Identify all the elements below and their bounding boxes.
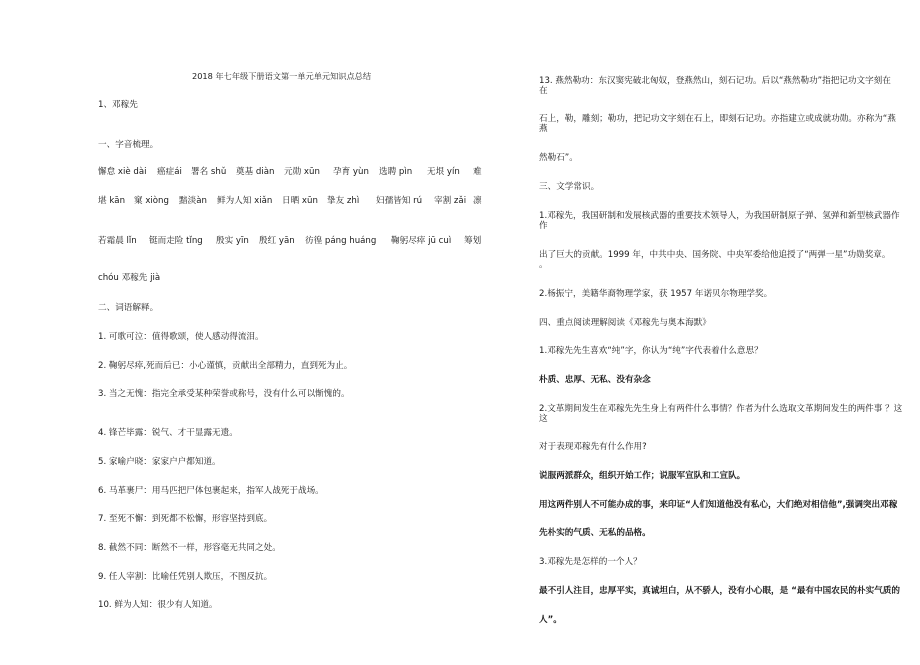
pron-item: 署名 shǔ — [191, 167, 227, 177]
pron-item: 殷红 yān — [259, 236, 295, 246]
pron-item: 宰割 zǎi — [434, 196, 467, 206]
definition-item: 9. 任人宰割：比喻任凭别人欺压，不图反抗。 — [98, 572, 273, 582]
section-heading-pronunciation: 一、字音梳理。 — [98, 140, 159, 150]
answer-2-line1: 说服两派群众，组织开始工作；说服军宣队和工宣队。 — [539, 471, 746, 481]
definition-item: 5. 家喻户晓：家家户户都知道。 — [98, 457, 221, 467]
question-2-wrap: 这 — [539, 414, 548, 424]
definition-item: 4. 锋芒毕露：锐气、才干显露无遗。 — [98, 428, 238, 438]
pron-item: 难 — [473, 167, 482, 177]
question-2-line1: 2.文革期间发生在邓稼先先生身上有两件什么事情？作者为什么选取文革期间发生的两件事 ？这 — [539, 404, 903, 414]
idiom-item-13-line3: 然勒石”。 — [539, 153, 578, 163]
pron-item: 奠基 diàn — [236, 167, 275, 177]
pron-item: 窠 xiòng — [134, 196, 169, 206]
pron-item: 凛 — [473, 196, 482, 206]
pronunciation-row-2 — [0, 196, 482, 207]
definition-item: 2. 鞠躬尽瘁,死而后已：小心谨慎，贡献出全部精力，直到死为止。 — [98, 361, 353, 371]
idiom-item-13-wrap: 在 — [539, 86, 548, 96]
question-3: 3.邓稼先是怎样的一个人？ — [539, 557, 642, 567]
definition-item: 7. 至死不懈：到死都不松懈，形容坚持到底。 — [98, 514, 273, 524]
answer-1: 朴质、忠厚、无私、没有杂念 — [539, 375, 651, 385]
idiom-item-13-line2: 石上，勒，雕刻；勒功，把记功文字刻在石上，即刻石记功。亦指建立或成就功勋。亦称为“燕 — [539, 114, 896, 124]
pron-item: 鲜为人知 xiǎn — [217, 196, 273, 206]
pron-item: 元勋 xūn — [284, 167, 320, 177]
literature-item-1-wrap: 。 — [539, 260, 548, 270]
answer-2-line2: 用这两件别人不可能办成的事，来印证“人们知道他没有私心，大们绝对相信他”,强调突出邓稼 — [539, 500, 898, 510]
pronunciation-row-1 — [0, 167, 482, 178]
document-title: 2018 年七年级下册语文第一单元单元知识点总结 — [192, 71, 372, 81]
pron-item: 挚友 zhì — [327, 196, 360, 206]
definition-item: 1. 可歌可泣：值得歌颂，使人感动得流泪。 — [98, 332, 264, 342]
pron-item: 妇孺皆知 rú — [376, 196, 423, 206]
pron-item: 若霜晨 lǐn — [98, 236, 137, 246]
literature-item-1-wrap: 作 — [539, 221, 548, 231]
pron-item: 鞠躬尽瘁 jū cuì — [391, 236, 452, 246]
pron-item: 选聘 pìn — [379, 167, 413, 177]
definition-item: 3. 当之无愧：指完全承受某种荣誉或称号，没有什么可以惭愧的。 — [98, 389, 350, 399]
pron-item: 懈怠 xiè dài — [98, 167, 147, 177]
pronunciation-row-4: chóu 邓稼先 jià — [98, 273, 161, 283]
pron-item: 彷徨 páng huáng — [305, 236, 377, 246]
section-heading-reading: 四、重点阅读理解阅读《邓稼先与奥本海默》 — [539, 318, 711, 328]
section-heading-vocabulary: 二、词语解释。 — [98, 303, 159, 313]
question-2-line2: 对于表现邓稼先有什么作用? — [539, 442, 647, 452]
pron-item: 黯淡àn — [179, 196, 207, 206]
section-heading-literature: 三、文学常识。 — [539, 182, 600, 192]
literature-item-1-line1: 1.邓稼先，我国研制和发展核武器的重要技术领导人，为我国研制原子弹、氢弹和新型核武器作 — [539, 211, 900, 221]
answer-2-line3: 先朴实的气质、无私的品格。 — [539, 528, 651, 538]
pron-item: 孕育 yùn — [333, 167, 369, 177]
pron-item: 殷实 yīn — [216, 236, 249, 246]
idiom-item-13-line1: 13. 燕然勒功：东汉窦宪破北匈奴，登燕然山，刻石记功。后以“燕然勒功”指把记功文字刻在 — [539, 76, 891, 86]
idiom-item-13-wrap: 燕 — [539, 124, 548, 134]
definition-item: 10. 鲜为人知：很少有人知道。 — [98, 600, 218, 610]
lesson-heading: 1、邓稼先 — [98, 100, 138, 110]
pron-item: 无垠 yín — [427, 167, 460, 177]
pron-item: 日晒 xūn — [282, 196, 318, 206]
pron-item: 铤而走险 tǐng — [149, 236, 203, 246]
pron-item: 筹划 — [464, 236, 482, 246]
literature-item-2: 2.杨振宁，美籍华裔物理学家，获 1957 年诺贝尔物理学奖。 — [539, 289, 773, 299]
question-1: 1.邓稼先先生喜欢“纯”字，你认为“纯”字代表着什么意思？ — [539, 346, 763, 356]
answer-3-line1: 最不引人注目，忠厚平实，真诚坦白，从不骄人，没有小心眼，是 “最有中国农民的朴实气质的 — [539, 586, 900, 596]
literature-item-1-line2: 出了巨大的贡献。1999 年，中共中央、国务院、中央军委给他追授了“两弹一星”功勋奖章。 — [539, 250, 891, 260]
definition-item: 8. 截然不同：断然不一样，形容毫无共同之处。 — [98, 543, 281, 553]
pron-item: 堪 kān — [98, 196, 126, 206]
definition-item: 6. 马革裹尸：用马匹把尸体包裹起来，指军人战死于战场。 — [98, 486, 324, 496]
pronunciation-row-3 — [0, 236, 482, 247]
pron-item: 癌症ái — [157, 167, 182, 177]
answer-3-line2: 人”。 — [539, 615, 562, 625]
